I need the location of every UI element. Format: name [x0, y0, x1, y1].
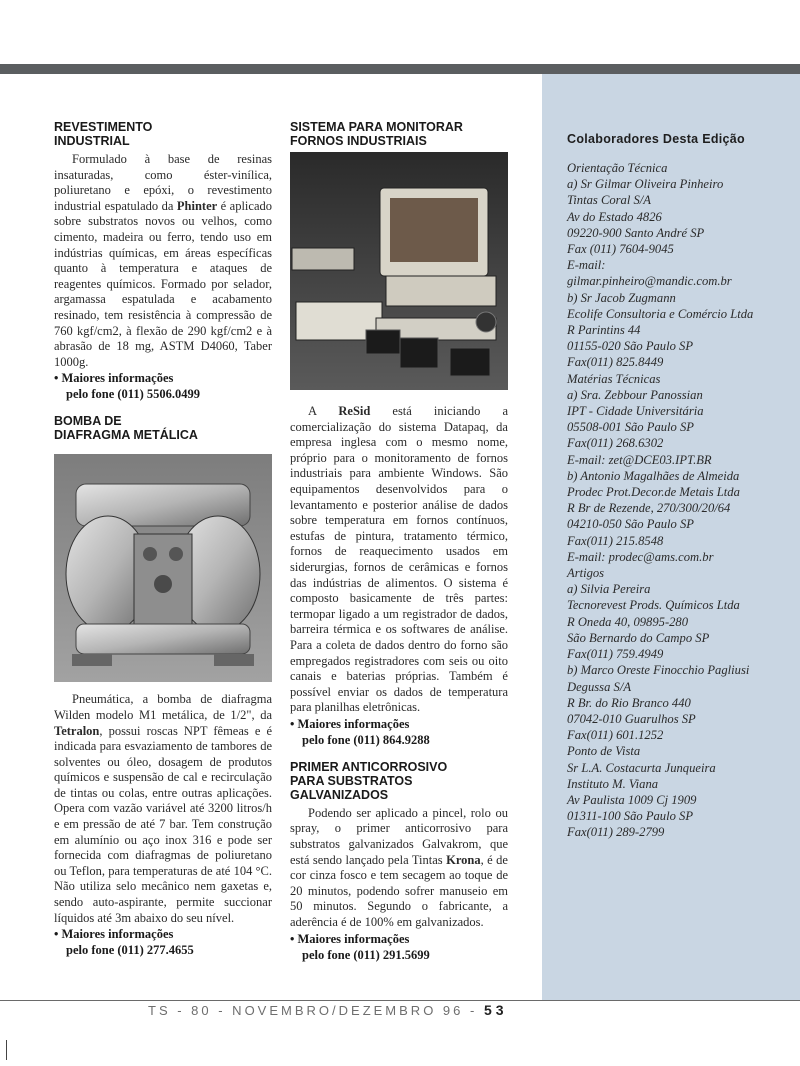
- contributors-box: [567, 132, 792, 841]
- contributor-line: R Br. do Rio Branco 440: [567, 695, 691, 710]
- contributor-line: Matérias Técnicas: [567, 371, 661, 386]
- more-info-label: • Maiores informações: [290, 716, 410, 731]
- body-text: , é de cor cinza fosco e tem secagem ao toque de 20 minutos, podendo sofrer manuseio em 50 minutos. Segundo o fabricante, a aderência é de 100% em galvanizados.: [290, 852, 508, 930]
- body-text: está iniciando a comercialização do sistema Datapaq, da empresa inglesa com o mesmo nome, próprio para o monitoramento de fornos industriais para ambiente Windows. São equipamentos desenvolvidos para o levantamento e posterior análise de dados sobre temperatura em fornos contínuos, estufas de pintura, tratamento térmico, fornos de reaquecimento usados em siderurgias, fornos de cerâmicas e fornos das indústrias de alimentos. O sistema é composto basicamente de três partes: termopar ligado a um registrador de dados, barreira térmica e os softwares de análise. Para a coleta de dados dentro do forno são empregados registradores com seis ou oito canais e baterias próprias. Também é possível enviar os dados de temperatura para planilhas eletrônicas.: [290, 404, 508, 715]
- contributor-line: Fax (011) 7604-9045: [567, 242, 674, 257]
- column-left: [54, 120, 272, 958]
- contributors-list: [567, 160, 792, 841]
- contributor-line: Fax(011) 759.4949: [567, 647, 664, 662]
- more-info-primer: [290, 931, 508, 963]
- contributor-line: Fax(011) 825.8449: [567, 355, 664, 370]
- contributor-line: Av Paulista 1009 Cj 1909: [567, 792, 697, 807]
- brand-name: Krona: [446, 852, 481, 867]
- contributor-line: E-mail: prodec@ams.com.br: [567, 549, 714, 564]
- contributor-line: Sr L.A. Costacurta Junqueira: [567, 760, 716, 775]
- contributor-line: 01155-020 São Paulo SP: [567, 339, 694, 354]
- top-rule: [0, 64, 800, 74]
- contributor-line: Fax(011) 601.1252: [567, 728, 664, 743]
- contributor-line: b) Sr Jacob Zugmann: [567, 290, 676, 305]
- column-middle: [290, 120, 508, 963]
- contributor-line: 04210-050 São Paulo SP: [567, 517, 694, 532]
- contributor-line: Instituto M. Viana: [567, 776, 659, 791]
- brand-name: ReSid: [338, 404, 371, 418]
- contributor-line: gilmar.pinheiro@mandic.com.br: [567, 274, 732, 289]
- title-line: REVESTIMENTO: [54, 120, 153, 134]
- body-text: Pneumática, a bomba de diafragma Wilden modelo M1 metálica, de 1/2", da: [54, 692, 272, 722]
- body-text: A: [308, 404, 339, 418]
- contributor-line: IPT - Cidade Universitária: [567, 404, 704, 419]
- more-info-revestimento: [54, 370, 272, 402]
- phone-number: pelo fone (011) 5506.0499: [66, 387, 201, 402]
- title-line: SISTEMA PARA MONITORAR: [290, 120, 463, 134]
- title-line: FORNOS INDUSTRIAIS: [290, 134, 427, 148]
- contributor-line: E-mail:: [567, 258, 606, 273]
- pump-illustration: [54, 454, 272, 682]
- contributor-line: Degussa S/A: [567, 679, 632, 694]
- article-title-bomba: [54, 414, 272, 442]
- contributor-line: a) Sra. Zebbour Panossian: [567, 387, 703, 402]
- page-footer: [148, 1002, 528, 1022]
- computer-equipment-illustration: [290, 152, 508, 390]
- margin-mark: [6, 1040, 7, 1060]
- article-title-primer: [290, 760, 508, 802]
- contributor-line: R Br de Rezende, 270/300/20/64: [567, 501, 731, 516]
- title-line: PARA SUBSTRATOS GALVANIZADOS: [290, 773, 413, 802]
- contributor-line: Fax(011) 215.8548: [567, 533, 664, 548]
- contributor-line: Prodec Prot.Decor.de Metais Ltda: [567, 485, 740, 500]
- contributor-line: Ecolife Consultoria e Comércio Ltda: [567, 306, 754, 321]
- phone-number: pelo fone (011) 864.9288: [302, 732, 430, 747]
- contributor-line: b) Antonio Magalhães de Almeida: [567, 468, 740, 483]
- contributor-line: a) Silvia Pereira: [567, 582, 651, 597]
- more-info-label: • Maiores informações: [54, 371, 174, 386]
- contributor-line: 07042-010 Guarulhos SP: [567, 711, 696, 726]
- title-line: INDUSTRIAL: [54, 134, 130, 148]
- contributor-line: R Oneda 40, 09895-280: [567, 614, 689, 629]
- contributor-line: Orientação Técnica: [567, 161, 668, 175]
- contributor-line: São Bernardo do Campo SP: [567, 630, 710, 645]
- contributor-line: b) Marco Oreste Finocchio Pagliusi: [567, 663, 750, 678]
- phone-number: pelo fone (011) 291.5699: [302, 947, 430, 962]
- article-body-primer: [290, 806, 508, 931]
- body-text: é aplicado sobre substratos novos ou velhos, como cimento, madeira ou ferro, tendo uso em indústrias químicas, em áreas específicas quanto à temperatura e ataques de reagentes químicos. Formado por selador, argamassa espatulada e acabamento resinado, tem resistência à compressão de 760 kgf/cm2, à flexão de 290 kgf/cm2 e à abrasão de 18 mg, ASTM D4060, Taber 1000g.: [54, 198, 272, 369]
- contributor-line: Av do Estado 4826: [567, 209, 662, 224]
- contributor-line: a) Sr Gilmar Oliveira Pinheiro: [567, 177, 724, 192]
- contributor-line: E-mail: zet@DCE03.IPT.BR: [567, 452, 712, 467]
- body-text: Podendo ser aplicado a pincel, rolo ou spray, o primer anticorrosivo para substratos galvanizados Galvakrom, que está sendo lançado pela Tintas: [290, 805, 508, 867]
- contributor-line: 09220-900 Santo André SP: [567, 225, 705, 240]
- more-info-bomba: [54, 926, 272, 958]
- body-text: Formulado à base de resinas insaturadas, como éster-vinílica, poliuretano e epóxi, o revestimento industrial espatulado da: [54, 152, 272, 213]
- contributor-line: Fax(011) 268.6302: [567, 436, 664, 451]
- brand-name: Phinter: [176, 198, 218, 213]
- monitoring-system-photo: [290, 152, 508, 390]
- contributor-line: R Parintins 44: [567, 323, 641, 338]
- article-body-sistema: [290, 404, 508, 716]
- pump-photo: [54, 454, 272, 682]
- contributor-line: 01311-100 São Paulo SP: [567, 809, 694, 824]
- issue-line: TS - 80 - NOVEMBRO/DEZEMBRO 96 -: [148, 1003, 478, 1018]
- more-info-label: • Maiores informações: [290, 931, 410, 946]
- article-title-revestimento: [54, 120, 272, 148]
- phone-number: pelo fone (011) 277.4655: [66, 943, 194, 958]
- contributor-line: Tecnorevest Prods. Químicos Ltda: [567, 598, 740, 613]
- contributor-line: Fax(011) 289-2799: [567, 825, 665, 840]
- title-line: BOMBA DE: [54, 414, 122, 429]
- title-line: PRIMER ANTICORROSIVO: [290, 759, 448, 774]
- more-info-sistema: [290, 716, 508, 748]
- article-body-revestimento: [54, 152, 272, 370]
- contributor-line: Ponto de Vista: [567, 744, 641, 759]
- contributors-title: Colaboradores Desta Edição: [567, 132, 745, 146]
- article-title-sistema: [290, 120, 508, 148]
- brand-name: Tetralon: [54, 723, 100, 738]
- body-text: , possui roscas NPT fêmeas e é indicada para esvaziamento de tambores de solventes ou óleo, dosagem de produtos químicos e suspensão de cal e recirculação de tintas ou colas, entre outras aplicações. Opera com vazão variável até 3200 litros/h e em pressão de até 7 bar. Tem construção em alumínio ou aço inox 316 e pode ser fornecida com diafragmas de poliuretano ou Teflon, para temperaturas de até 104 °C. Não utiliza selo mecânico nem gaxetas e, sendo auto-aspirante, permite succionar líquidos até 3m abaixo do seu nível.: [54, 723, 272, 925]
- more-info-label: • Maiores informações: [54, 927, 174, 942]
- page-number: 53: [483, 1002, 508, 1018]
- contributor-line: Artigos: [567, 566, 605, 581]
- contributor-line: 05508-001 São Paulo SP: [567, 420, 694, 435]
- footer-rule: [0, 1000, 800, 1001]
- contributor-line: Tintas Coral S/A: [567, 193, 651, 208]
- article-body-bomba: [54, 692, 272, 926]
- title-line: DIAFRAGMA METÁLICA: [54, 428, 198, 443]
